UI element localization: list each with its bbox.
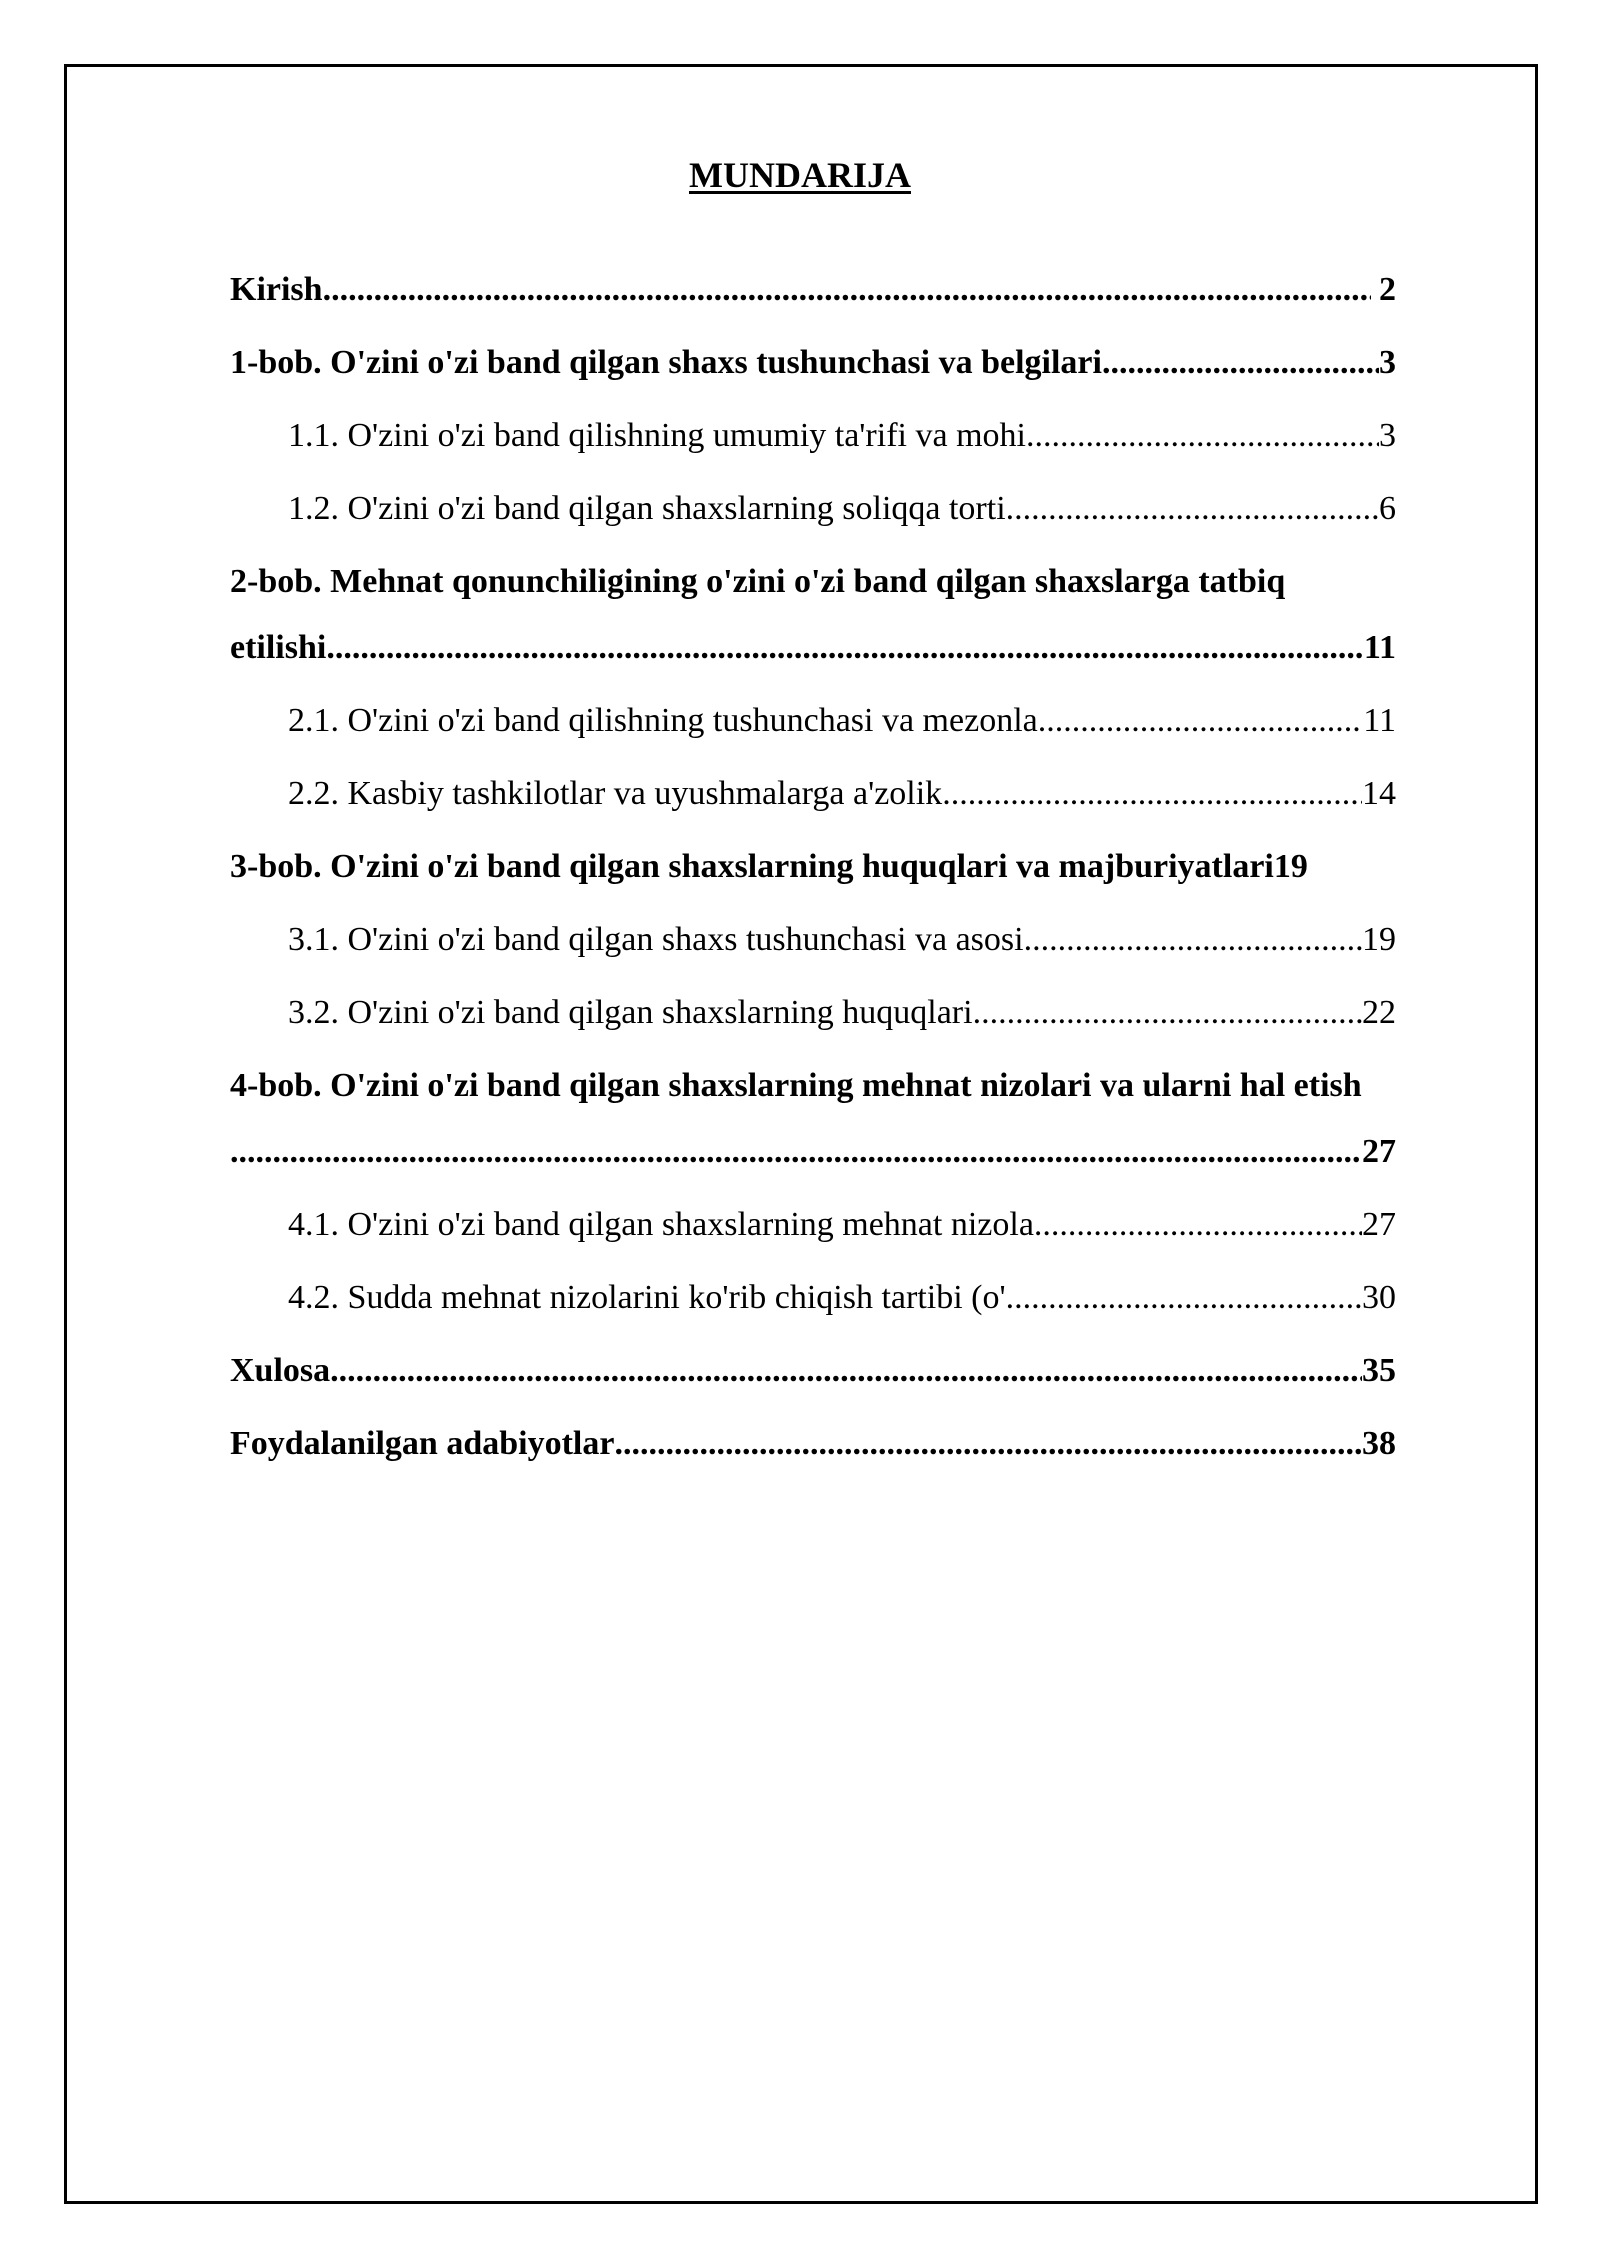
toc-entry-text: Xulosa (230, 1352, 331, 1389)
toc-entry-chapter-2-continued[interactable] (230, 624, 1396, 672)
toc-entry-page: 14 (1362, 775, 1396, 812)
toc-entry-page: 6 (1379, 490, 1396, 527)
dot-leader (1034, 1201, 1362, 1249)
dot-leader (230, 1128, 1362, 1176)
toc-entry-page: 27 (1362, 1133, 1396, 1170)
dot-leader (1102, 339, 1379, 387)
toc-entry-page: 2 (1379, 271, 1396, 308)
toc-entry-page: 11 (1363, 702, 1396, 739)
toc-entry-conclusion[interactable] (230, 1347, 1396, 1395)
toc-entry-page: 19 (1362, 921, 1396, 958)
toc-entry-references[interactable] (230, 1420, 1396, 1468)
toc-entry-chapter-4-continued[interactable] (230, 1128, 1396, 1176)
toc-entry-page: 27 (1362, 1206, 1396, 1243)
toc-entry-page: 3 (1379, 417, 1396, 454)
dot-leader (1026, 412, 1379, 460)
dot-leader (1006, 1274, 1362, 1322)
toc-entry-text: 1.1. O'zini o'zi band qilishning umumiy ta'rifi va mohi (288, 417, 1026, 454)
toc-entry-text: 1.2. O'zini o'zi band qilgan shaxslarning soliqqa torti (288, 490, 1006, 527)
toc-entry-text: Kirish (230, 271, 323, 308)
dot-leader (323, 266, 1371, 314)
dot-leader (1006, 485, 1379, 533)
toc-entry-section-1-1[interactable] (288, 412, 1396, 460)
toc-entry-text-line-1: 4-bob. O'zini o'zi band qilgan shaxslarning mehnat nizolari va ularni hal etish (230, 1067, 1362, 1104)
toc-entry-page: 11 (1363, 629, 1396, 666)
toc-entry-text: 2.2. Kasbiy tashkilotlar va uyushmalarga a'zolik (288, 775, 943, 812)
toc-entry-page: 22 (1362, 994, 1396, 1031)
toc-entry-section-4-2[interactable] (288, 1274, 1396, 1322)
toc-entry-section-2-1[interactable] (288, 697, 1396, 745)
dot-leader (973, 989, 1362, 1037)
toc-entry-text: 3.2. O'zini o'zi band qilgan shaxslarning huquqlari (288, 994, 973, 1031)
toc-entry-text: 1-bob. O'zini o'zi band qilgan shaxs tushunchasi va belgilari (230, 344, 1102, 381)
dot-leader (326, 624, 1364, 672)
toc-entry-text-line-1: 2-bob. Mehnat qonunchiligining o'zini o'zi band qilgan shaxslarga tatbiq (230, 563, 1286, 600)
toc-entry-chapter-4[interactable] (230, 1062, 1362, 1110)
toc-entry-section-4-1[interactable] (288, 1201, 1396, 1249)
toc-entry-text: 3-bob. O'zini o'zi band qilgan shaxslarning huquqlari va majburiyatlari (230, 848, 1274, 885)
dot-leader (942, 770, 1362, 818)
toc-entry-text: 2.1. O'zini o'zi band qilishning tushunchasi va mezonla (288, 702, 1038, 739)
toc-entry-introduction[interactable] (230, 266, 1396, 314)
toc-entry-page: 19 (1273, 848, 1308, 885)
toc-entry-text: 4.2. Sudda mehnat nizolarini ko'rib chiqish tartibi (o' (288, 1279, 1006, 1316)
toc-entry-chapter-2[interactable] (230, 558, 1285, 606)
toc-entry-section-3-2[interactable] (288, 989, 1396, 1037)
dot-leader (614, 1420, 1362, 1468)
toc-entry-text-line-2: etilishi (230, 629, 327, 666)
toc-entry-section-2-2[interactable] (288, 770, 1396, 818)
toc-entry-chapter-1[interactable] (230, 339, 1396, 387)
dot-leader (330, 1347, 1362, 1395)
toc-entry-page: 30 (1362, 1279, 1396, 1316)
dot-leader (1024, 916, 1362, 964)
toc-entry-page: 35 (1362, 1352, 1396, 1389)
toc-entry-text: Foydalanilgan adabiyotlar (230, 1425, 615, 1462)
toc-entry-text: 3.1. O'zini o'zi band qilgan shaxs tushunchasi va asosi (288, 921, 1024, 958)
toc-entry-chapter-3[interactable] (230, 843, 1308, 891)
dot-leader (1038, 697, 1364, 745)
toc-entry-page: 38 (1362, 1425, 1396, 1462)
toc-title: MUNDARIJA (689, 155, 911, 195)
toc-entry-text: 4.1. O'zini o'zi band qilgan shaxslarning mehnat nizola (288, 1206, 1034, 1243)
toc-entry-section-1-2[interactable] (288, 485, 1396, 533)
toc-entry-page: 3 (1379, 344, 1396, 381)
toc-entry-section-3-1[interactable] (288, 916, 1396, 964)
